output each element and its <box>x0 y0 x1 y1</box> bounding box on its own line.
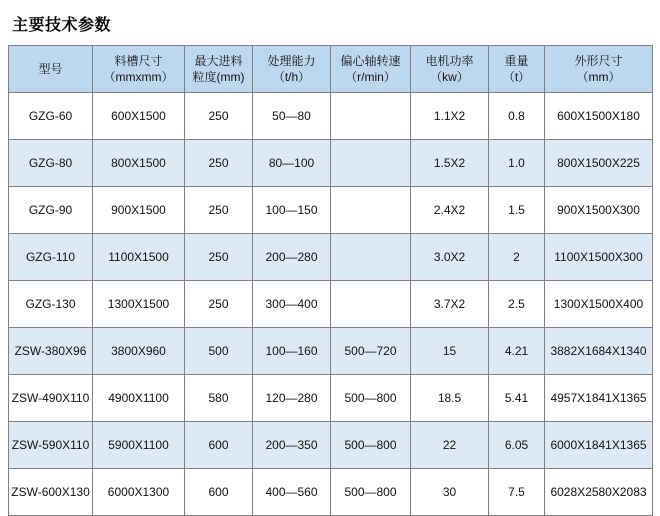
cell-capacity: 200—350 <box>253 422 331 469</box>
cell-capacity: 50—80 <box>253 93 331 140</box>
cell-max-feed-size: 250 <box>185 281 253 328</box>
cell-weight: 1.0 <box>489 140 545 187</box>
cell-dimensions: 800X1500X225 <box>545 140 653 187</box>
cell-eccentric-shaft-speed: 500—800 <box>331 375 411 422</box>
cell-capacity: 100—150 <box>253 187 331 234</box>
cell-motor-power: 3.0X2 <box>411 234 489 281</box>
table-row <box>9 93 653 140</box>
cell-max-feed-size: 600 <box>185 469 253 516</box>
cell-eccentric-shaft-speed: 500—800 <box>331 422 411 469</box>
table-row <box>9 469 653 516</box>
cell-max-feed-size: 250 <box>185 93 253 140</box>
cell-eccentric-shaft-speed: 500—720 <box>331 328 411 375</box>
column-header-dimensions: 外形尺寸 （mm） <box>545 46 653 93</box>
cell-capacity: 100—160 <box>253 328 331 375</box>
cell-trough-size: 6000X1300 <box>93 469 185 516</box>
table-row <box>9 234 653 281</box>
table-body <box>9 93 653 516</box>
cell-dimensions: 6028X2580X2083 <box>545 469 653 516</box>
cell-dimensions: 600X1500X180 <box>545 93 653 140</box>
cell-trough-size: 5900X1100 <box>93 422 185 469</box>
cell-max-feed-size: 250 <box>185 187 253 234</box>
table-row <box>9 187 653 234</box>
table-row <box>9 140 653 187</box>
cell-weight: 5.41 <box>489 375 545 422</box>
table-row <box>9 328 653 375</box>
cell-capacity: 200—280 <box>253 234 331 281</box>
cell-trough-size: 3800X960 <box>93 328 185 375</box>
cell-capacity: 300—400 <box>253 281 331 328</box>
cell-motor-power: 1.1X2 <box>411 93 489 140</box>
technical-parameters-table <box>8 45 653 516</box>
column-header-model: 型号 <box>9 46 93 93</box>
cell-dimensions: 1100X1500X300 <box>545 234 653 281</box>
cell-max-feed-size: 250 <box>185 140 253 187</box>
table-row <box>9 422 653 469</box>
cell-weight: 7.5 <box>489 469 545 516</box>
cell-max-feed-size: 580 <box>185 375 253 422</box>
cell-model: GZG-90 <box>9 187 93 234</box>
cell-trough-size: 1100X1500 <box>93 234 185 281</box>
cell-dimensions: 900X1500X300 <box>545 187 653 234</box>
cell-model: ZSW-380X96 <box>9 328 93 375</box>
cell-capacity: 120—280 <box>253 375 331 422</box>
table-row <box>9 375 653 422</box>
cell-motor-power: 18.5 <box>411 375 489 422</box>
cell-motor-power: 30 <box>411 469 489 516</box>
cell-weight: 6.05 <box>489 422 545 469</box>
cell-weight: 0.8 <box>489 93 545 140</box>
cell-trough-size: 900X1500 <box>93 187 185 234</box>
column-header-weight: 重量 （t） <box>489 46 545 93</box>
cell-dimensions: 3882X1684X1340 <box>545 328 653 375</box>
cell-dimensions: 6000X1841X1365 <box>545 422 653 469</box>
cell-eccentric-shaft-speed <box>331 281 411 328</box>
column-header-trough-size: 料槽尺寸 （mmxmm） <box>93 46 185 93</box>
column-header-capacity: 处理能力 （t/h） <box>253 46 331 93</box>
cell-model: GZG-110 <box>9 234 93 281</box>
table-header-row <box>9 46 653 93</box>
cell-model: ZSW-590X110 <box>9 422 93 469</box>
cell-motor-power: 15 <box>411 328 489 375</box>
cell-capacity: 80—100 <box>253 140 331 187</box>
cell-model: GZG-60 <box>9 93 93 140</box>
cell-trough-size: 4900X1100 <box>93 375 185 422</box>
table-row <box>9 281 653 328</box>
cell-trough-size: 1300X1500 <box>93 281 185 328</box>
cell-motor-power: 2.4X2 <box>411 187 489 234</box>
cell-eccentric-shaft-speed <box>331 140 411 187</box>
cell-trough-size: 600X1500 <box>93 93 185 140</box>
cell-eccentric-shaft-speed <box>331 93 411 140</box>
table-header <box>9 46 653 93</box>
cell-motor-power: 1.5X2 <box>411 140 489 187</box>
cell-model: ZSW-600X130 <box>9 469 93 516</box>
cell-trough-size: 800X1500 <box>93 140 185 187</box>
cell-weight: 4.21 <box>489 328 545 375</box>
cell-dimensions: 1300X1500X400 <box>545 281 653 328</box>
cell-model: ZSW-490X110 <box>9 375 93 422</box>
cell-weight: 2.5 <box>489 281 545 328</box>
column-header-max-feed-size: 最大进料 粒度(mm) <box>185 46 253 93</box>
cell-capacity: 400—560 <box>253 469 331 516</box>
cell-max-feed-size: 600 <box>185 422 253 469</box>
page-title: 主要技术参数 <box>12 17 112 34</box>
cell-motor-power: 3.7X2 <box>411 281 489 328</box>
cell-weight: 1.5 <box>489 187 545 234</box>
cell-max-feed-size: 250 <box>185 234 253 281</box>
cell-weight: 2 <box>489 234 545 281</box>
column-header-motor-power: 电机功率 （kw） <box>411 46 489 93</box>
cell-model: GZG-80 <box>9 140 93 187</box>
cell-eccentric-shaft-speed <box>331 234 411 281</box>
cell-eccentric-shaft-speed <box>331 187 411 234</box>
cell-motor-power: 22 <box>411 422 489 469</box>
cell-model: GZG-130 <box>9 281 93 328</box>
cell-dimensions: 4957X1841X1365 <box>545 375 653 422</box>
cell-eccentric-shaft-speed: 500—800 <box>331 469 411 516</box>
column-header-eccentric-shaft-speed: 偏心轴转速 （r/min） <box>331 46 411 93</box>
cell-max-feed-size: 500 <box>185 328 253 375</box>
